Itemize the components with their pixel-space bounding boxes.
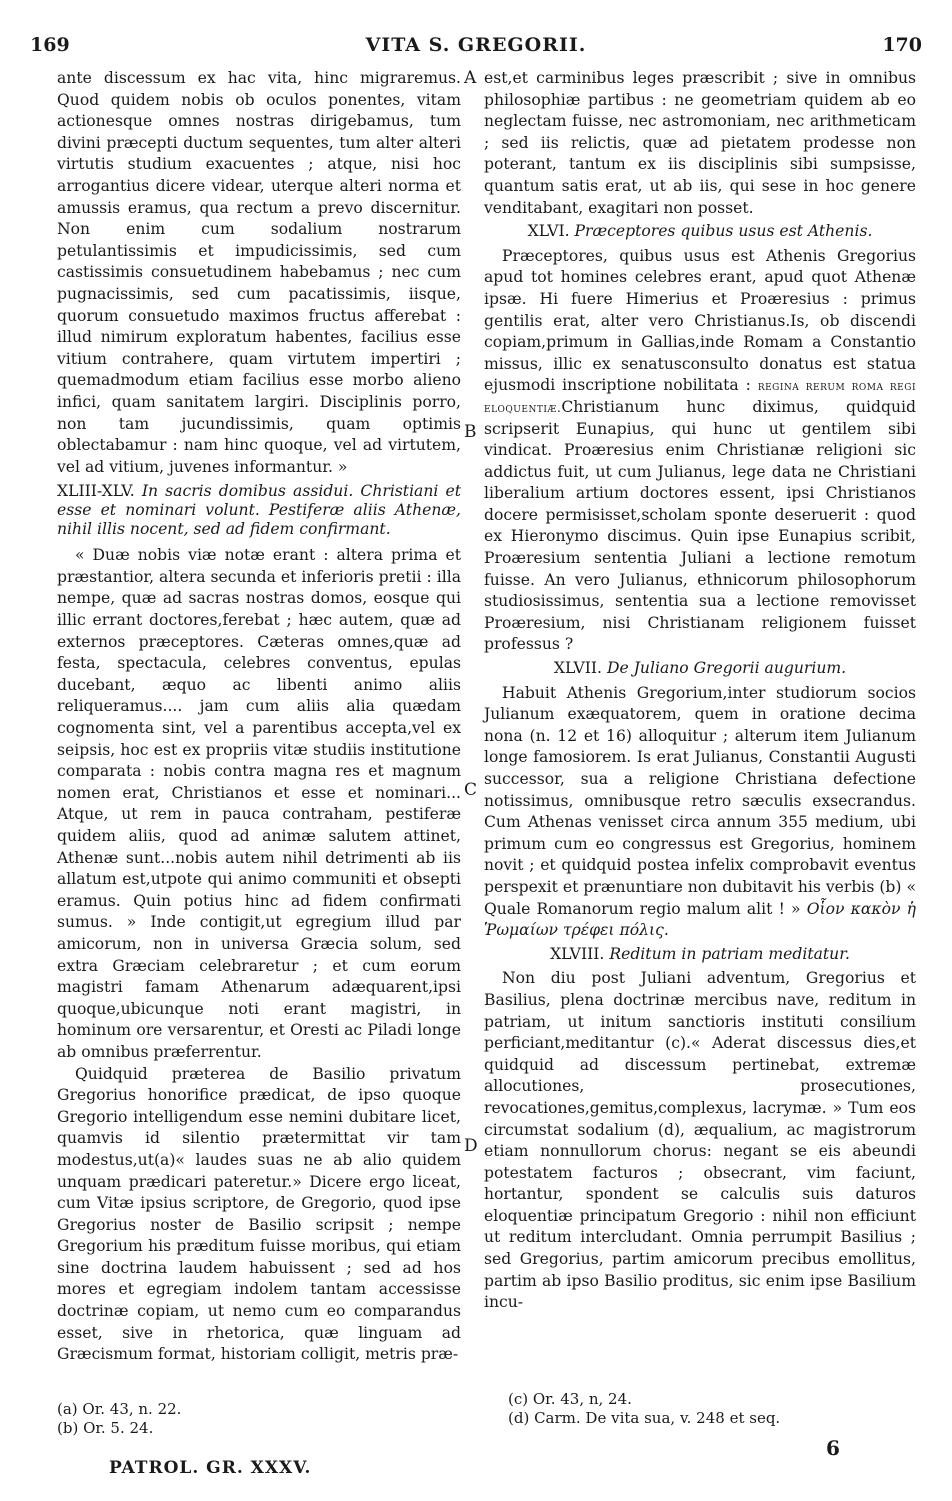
running-title: VITA S. GREGORII. xyxy=(365,34,587,56)
section-number: XLIII-XLV. xyxy=(57,482,135,501)
left-paragraph-1: ante discessum ex hac vita, hinc migraremus. Quod quidem nobis ob oculos ponentes, vitam actionesque omnes nostras dirigebamus, tum divini præcepti ductum sequentes, tum alter alteri virtutis studium exacuentes ; atque, nisi hoc arrogantius dicere videar, uterque alteri norma et amussis eramus, qua rectum a prevo discernitur. Non enim cum sodalium nostrarum petulantissimis et impudicissimis, sed cum castissimis consuetudinem habebamus ; nec cum pugnacissimis, sed cum pacatissimis, iisque, quorum consuetudo maximos fructus afferebat : illud nimirum exploratum habentes, facilius esse vitium contrahere, quam virtutem impertiri ; quemadmodum etiam facilius esse morbo alieno infici, quam sanitatem largiri. Disciplinis porro, non tam jucundissimis, quam optimis oblectabamur : nam hinc quoque, vel ad virtutem, vel ad vitium, juvenes informantur. » xyxy=(57,69,461,476)
margin-marker-a: A xyxy=(464,68,477,88)
section-number: XLVI. xyxy=(527,222,570,241)
left-column xyxy=(57,68,461,1366)
right-paragraph-3 xyxy=(484,683,916,942)
footnote: (d) Carm. De vita sua, v. 248 et seq. xyxy=(508,1409,781,1427)
section-title: Præceptores quibus usus est Athenis. xyxy=(574,222,873,241)
footnote: (c) Or. 43, n, 24. xyxy=(508,1390,632,1408)
running-header xyxy=(30,34,922,60)
margin-marker-b: B xyxy=(464,422,477,442)
right-column xyxy=(484,68,916,1314)
section-heading-xlviii xyxy=(484,944,916,966)
section-number: XLVII. xyxy=(553,659,603,678)
left-paragraph-3: Quidquid præterea de Basilio privatum Gregorius honorifice prædicat, de ipso quoque Gregorio intelligendum esse nemini dubitare licet, quamvis id silentio prætermittat vir tam modestus,ut(a)« laudes suas ne ab alio quidem unquam prædicari pateretur.» Dicere ergo liceat, cum Vitæ ipsius scriptore, de Gregorio, quod ipse Gregorius noster de Basilio scripsit ; nempe Gregorium his præditum fuisse moribus, qui etiam sine doctrina laudem habuissent ; sed ad hos mores et egregiam indolem tantam accessisse doctrinæ copiam, ut nemo cum eo comparandus esset, sive in rhetorica, quæ linguam ad Græcismum format, historiam colligit, metris præ- xyxy=(57,1064,461,1364)
right-paragraph-4: Non diu post Juliani adventum, Gregorius et Basilius, plena doctrinæ mercibus nave, reditum in patriam, ut initum sanctioris instituti consilium perficiant,meditantur (c).« Aderat discessus dies,et quidquid ad discessum pertinebat, extremæ allocutiones, prosecutiones, revocationes,gemitus,complexus, lacrymæ. » Tum eos circumstat sodalium (d), æqualium, ac magistrorum etiam nonnullorum chorus: negant se eis abeundi potestatem facturos ; obsecrant, vim faciunt, hortantur, spondent se calculis suis daturos eloquentiæ principatum Gregorio : nihil non efficiunt ut reditum intercludant. Omnia perrumpit Basilius ; sed Gregorius, partim amicorum precibus emollitus, partim ab ipso Basilio proditus, sic enim ipse Basilium incu- xyxy=(484,969,916,1312)
page-number-right: 170 xyxy=(882,34,922,56)
signature-mark: 6 xyxy=(826,1436,840,1460)
footnotes-left xyxy=(57,1400,181,1438)
footnote: (a) Or. 43, n. 22. xyxy=(57,1400,182,1418)
page-number-left: 169 xyxy=(30,34,70,56)
section-title: Reditum in patriam meditatur. xyxy=(609,944,850,963)
right-paragraph-1: est,et carminibus leges præscribit ; sive in omnibus philosophiæ partibus : ne geometriam quidem ab eo neglectam fuisse, nec astromoniam, nec arithmeticam ; sed iis relictis, quæ ad pietatem prodesse non poterant, tantum ex iis disciplinis sibi sumpsisse, quantum satis erat, ut ab iis, qui sese in hoc genere venditabant, exagitari non posset. xyxy=(484,69,916,217)
section-number: XLVIII. xyxy=(550,944,605,963)
section-title: In sacris domibus assidui. Christiani et esse et nominari volunt. Pestiferæ aliis Athenæ, nihil illis nocent, sed ad fidem confirmant. xyxy=(57,482,461,539)
paragraph-text: Christianum hunc diximus, quidquid scripserit Eunapius, qui hunc ut gentilem sibi vindicat. Proæresius enim Christianæ religioni sic addictus fuit, ut cum Julianus, lege data ne Christiani liberalium artium doctores essent, ipsi Christianos docere permisisset,scholam sponte deseruerit : quod ex Hieronymo discimus. Quin ipse Eunapius scribit, Proæresium sententia Juliani a lectione remotum fuisse. An vero Julianus, ethnicorum philosophorum studiosissimus, sententia sua a lectione removisset Proæresium, nisi Christianam religionem fuisset professus ? xyxy=(484,397,916,654)
section-heading-xlvi xyxy=(484,221,916,243)
inscription-text: regina rerum roma regi eloquentiæ. xyxy=(484,378,916,415)
greek-quotation: Οἷον κακὸν ἡ Ῥωμαίων τρέφει πόλις. xyxy=(484,899,917,940)
footnote: (b) Or. 5. 24. xyxy=(57,1419,154,1437)
section-heading-xliii-xlv xyxy=(57,482,461,539)
margin-marker-c: C xyxy=(464,780,478,800)
source-footer: PATROL. GR. XXXV. xyxy=(109,1458,312,1478)
section-heading-xlvii xyxy=(484,658,916,680)
footnotes-right xyxy=(508,1390,780,1428)
paragraph-text: Præceptores, quibus usus est Athenis Gregorius apud tot homines celebres erant, apud quot Athenæ ipsæ. Hi fuere Himerius et Proæresius : primus gentilis erat, alter vero Christianus.Is, ob discendi copiam,primum in Gallias,inde Romam a Constantio missus, illic ex senatusconsulto donatus est statua ejusmodi inscriptione nobilitata : xyxy=(484,246,916,395)
paragraph-text: Habuit Athenis Gregorium,inter studiorum socios Julianum exæquatorem, quem in oratione decima nona (n. 12 et 16) alloquitur ; alterum item Julianum longe famosiorem. Is erat Julianus, Constantii Augusti successor, sua a religione Christiana defectione notissimus, omnibusque retro sæculis exsecrandus. Cum Athenas venisset circa annum 355 medium, ubi primum cum eo congressus est Gregorius, hominem novit ; et quidquid postea infelix comprobavit eventus perspexit et prænuntiare non dubitavit his verbis (b) « Quale Romanorum regio malum alit ! » xyxy=(484,683,916,918)
section-title: De Juliano Gregorii augurium. xyxy=(606,659,847,678)
right-paragraph-2 xyxy=(484,246,916,656)
left-paragraph-2: « Duæ nobis viæ notæ erant : altera prima et præstantior, altera secunda et inferioris pretii : illa nempe, quæ ad sacras nostras domos, eosque qui illic errant doctores,ferebat ; hæc autem, quæ ad externos præceptores. Cæteras omnes,quæ ad festa, spectacula, celebres conventus, epulas ducebant, æquo ac libenti animo aliis reliqueramus.... jam cum aliis alia quædam cognomenta sint, vel a parentibus accepta,vel ex seipsis, hoc est ex propriis vitæ studiis institutione comparata : nobis contra magna res et magnum nomen erat, Christianos et esse et nominari... Atque, ut rem in pauca contraham, pestiferæ quidem aliis, quod ad animæ salutem attinet, Athenæ sunt...nobis autem nihil detrimenti ab iis allatum est,utpote qui animo communiti et obsepti eramus. Quin potius hinc ad fidem confirmati sumus. » Inde contigit,ut egregium illud par amicorum, non in universa Græcia solum, sed extra Græciam celebraretur ; et cum eorum magistri famam Athenarum adæquarent,ipsi quoque,ubicunque noti erant magistri, in hominum ore versarentur, et Oresti ac Piladi longe ab omnibus præferrentur. xyxy=(57,546,461,1061)
margin-marker-d: D xyxy=(464,1136,478,1156)
